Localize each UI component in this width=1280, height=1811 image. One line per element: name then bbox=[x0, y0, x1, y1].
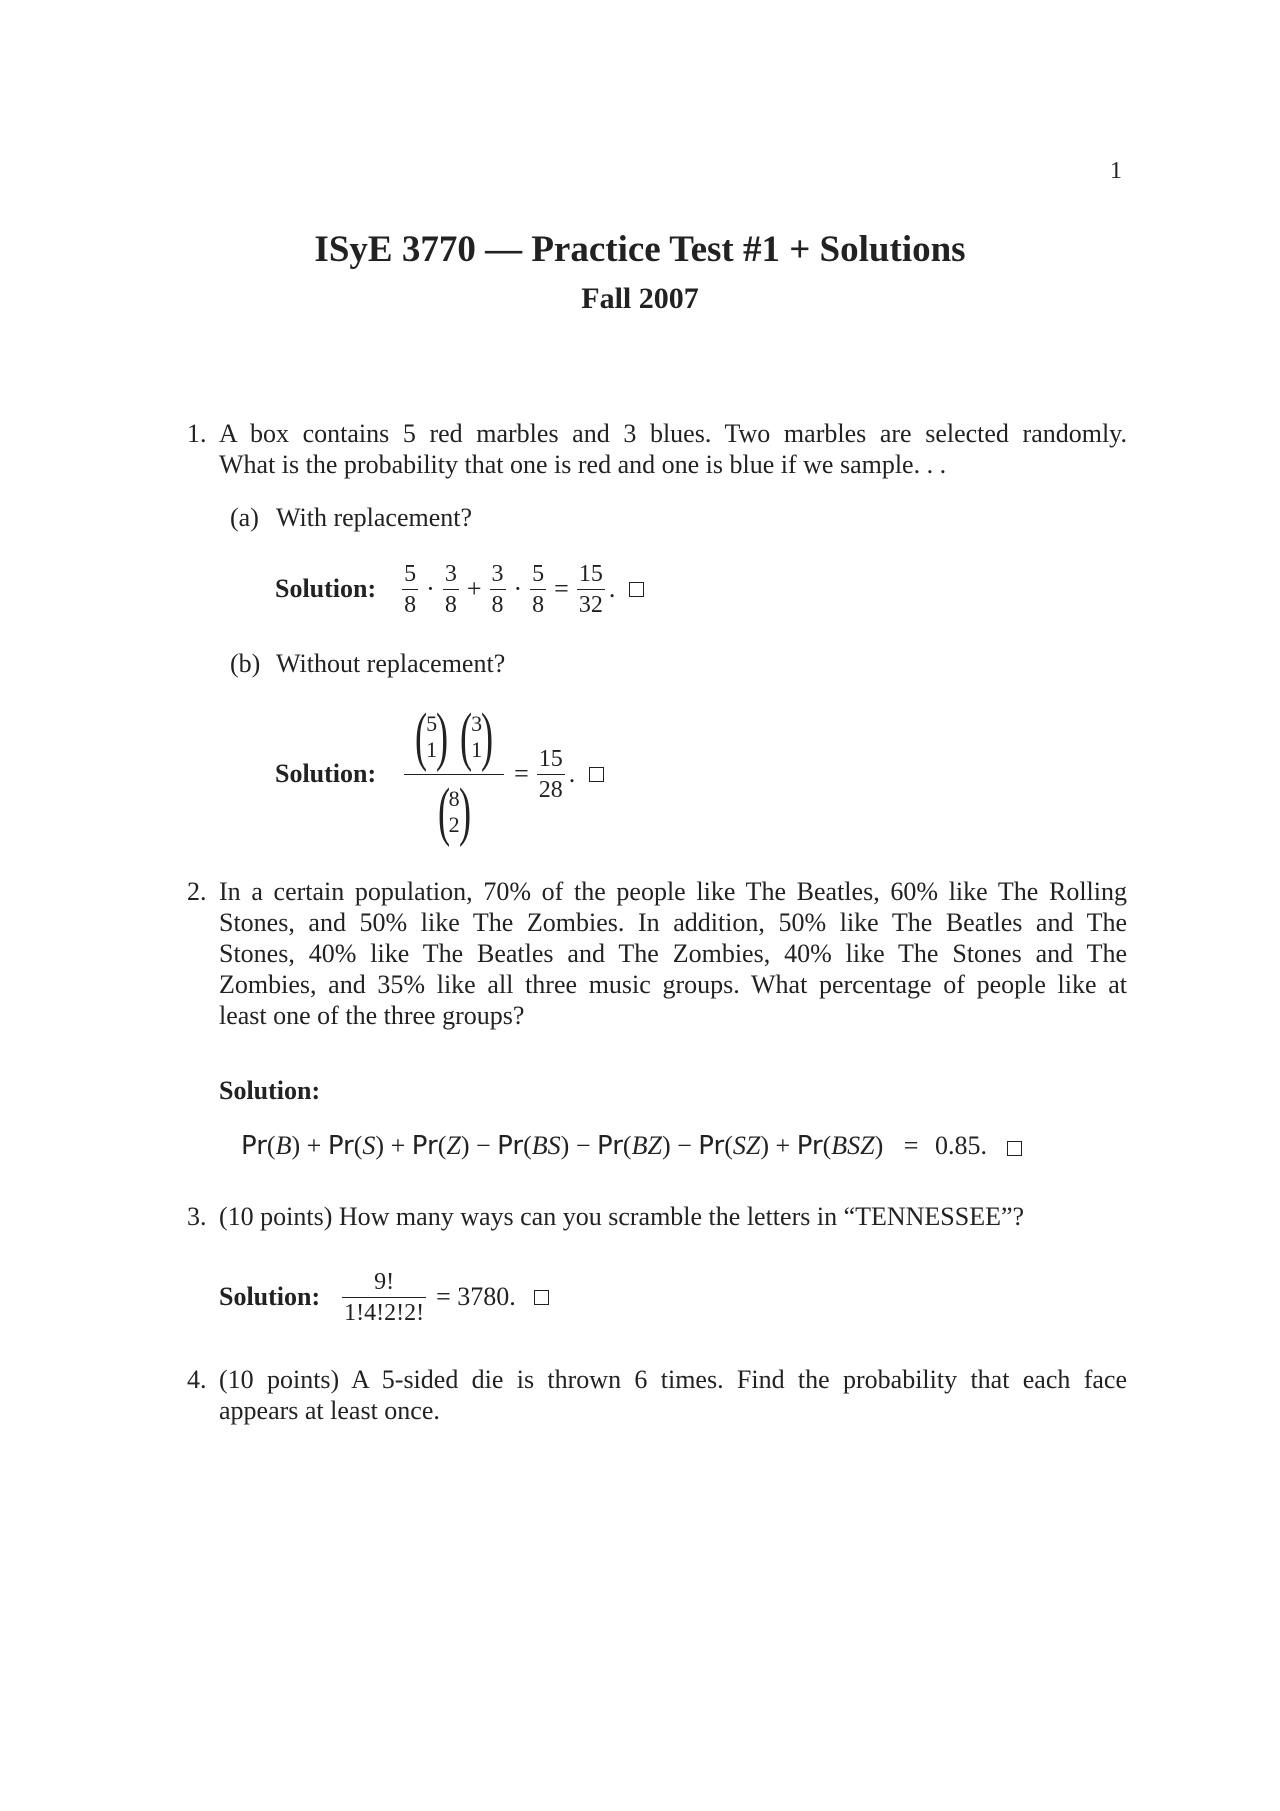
q4-number: 4. bbox=[187, 1365, 207, 1394]
q1b-result-den: 28 bbox=[538, 776, 563, 803]
q1b-period: . bbox=[568, 759, 576, 788]
qed-box-icon bbox=[534, 1290, 549, 1305]
q1a-dot-1: · bbox=[426, 574, 435, 603]
q1a-fraction-2 bbox=[443, 561, 459, 618]
q1a-equals: = bbox=[554, 574, 569, 603]
q2-line-2: Stones, and 50% like The Zombies. In addition, 50% like The Beatles and The bbox=[219, 908, 1127, 937]
q4-line-2: appears at least once. bbox=[219, 1396, 440, 1425]
pr-z: Pr bbox=[411, 1131, 438, 1161]
q1a-frac2-num: 3 bbox=[444, 560, 457, 587]
q1a-dot-2: · bbox=[513, 574, 523, 603]
qed-box-icon bbox=[589, 767, 604, 782]
q1-line-1: A box contains 5 red marbles and 3 blues. Two marbles are selected randomly. bbox=[219, 419, 1127, 448]
q1b-result-fraction bbox=[537, 746, 565, 803]
pr-bz: Pr bbox=[597, 1131, 623, 1161]
q1a-result-num: 15 bbox=[578, 560, 603, 587]
qed-box-icon bbox=[1007, 1141, 1022, 1156]
q1a-frac4-den: 8 bbox=[532, 591, 545, 618]
q1b-binom-numerator bbox=[404, 699, 504, 774]
binom1-k: 1 bbox=[426, 736, 438, 762]
q1b-label: (b) bbox=[230, 649, 261, 678]
q1-number: 1. bbox=[187, 419, 207, 448]
q2-line-1: In a certain population, 70% of the people like The Beatles, 60% like The Rolling bbox=[219, 877, 1127, 906]
binomial-3-choose-1: ( 3 1 ) bbox=[460, 699, 494, 773]
page-subtitle: Fall 2007 bbox=[581, 282, 699, 315]
q1a-frac4-num: 5 bbox=[532, 560, 545, 587]
q2-line-3: Stones, 40% like The Beatles and The Zombies, 40% like The Stones and The bbox=[219, 939, 1127, 968]
q4-text bbox=[219, 1364, 1127, 1426]
binomial-8-choose-2: ( 8 2 ) bbox=[437, 774, 471, 848]
q2-line-4: Zombies, and 35% like all three music groups. What percentage of people like at bbox=[219, 970, 1127, 999]
q1a-frac2-den: 8 bbox=[444, 591, 457, 618]
q3-number: 3. bbox=[187, 1202, 207, 1231]
page-number: 1 bbox=[1110, 158, 1122, 184]
q1a-frac1-num: 5 bbox=[404, 560, 417, 587]
pr-s: Pr bbox=[327, 1131, 354, 1161]
q3-text: (10 points) How many ways can you scramble the letters in “TENNESSEE”? bbox=[219, 1202, 1025, 1231]
q1-line-2: What is the probability that one is red and one is blue if we sample. . . bbox=[219, 450, 947, 479]
q1a-frac3-num: 3 bbox=[491, 560, 504, 587]
pr-bs: Pr bbox=[497, 1131, 524, 1161]
q1b-binom-denominator bbox=[431, 774, 478, 848]
qed-box-icon bbox=[629, 582, 644, 597]
q1b-equals: = bbox=[514, 759, 529, 788]
q2-number: 2. bbox=[187, 877, 207, 906]
binom3-n: 8 bbox=[448, 785, 460, 811]
binomial-5-choose-1: ( 5 1 ) bbox=[415, 699, 449, 773]
q1a-frac1-den: 8 bbox=[404, 591, 417, 618]
q1a-text: With replacement? bbox=[276, 503, 473, 532]
q1a-result-den: 32 bbox=[578, 591, 603, 618]
q1a-plus: + bbox=[466, 574, 482, 603]
q1a-result-fraction bbox=[577, 561, 605, 618]
q1b-binomial-fraction bbox=[404, 699, 504, 848]
pr-bsz: Pr bbox=[796, 1131, 823, 1161]
q4-line-1: (10 points) A 5-sided die is thrown 6 times. Find the probability that each face bbox=[219, 1365, 1127, 1394]
q2-formula: Pr(B) + Pr(S) + Pr(Z) − Pr(BS) − Pr(BZ) − Pr(SZ) + Pr(BSZ) = 0.85. bbox=[241, 1131, 1022, 1161]
q3-fraction bbox=[342, 1269, 426, 1326]
q3-solution bbox=[219, 1262, 549, 1332]
page-title: ISyE 3770 — Practice Test #1 + Solutions bbox=[314, 229, 966, 270]
pr-sz: Pr bbox=[698, 1131, 725, 1161]
q2-text bbox=[219, 876, 1127, 1031]
q1b-text: Without replacement? bbox=[276, 649, 506, 678]
q1a-solution bbox=[275, 554, 644, 624]
binom1-n: 5 bbox=[426, 710, 438, 736]
q1a-label: (a) bbox=[230, 503, 259, 532]
pr-b: Pr bbox=[241, 1131, 267, 1161]
q3-solution-label: Solution: bbox=[219, 1282, 321, 1311]
q2-result: 0.85. bbox=[934, 1131, 987, 1160]
q3-frac-den: 1!4!2!2! bbox=[344, 1299, 425, 1326]
binom2-k: 1 bbox=[471, 736, 483, 762]
q1a-fraction-3 bbox=[490, 561, 506, 618]
q2-solution-label: Solution: bbox=[219, 1076, 321, 1105]
q1a-frac3-den: 8 bbox=[491, 591, 504, 618]
q1b-solution-label: Solution: bbox=[275, 759, 377, 788]
q1-text bbox=[219, 418, 1127, 480]
q1b-solution bbox=[275, 699, 604, 848]
q1a-solution-label: Solution: bbox=[275, 574, 377, 603]
binom3-k: 2 bbox=[448, 811, 460, 837]
q3-frac-num: 9! bbox=[374, 1268, 395, 1295]
q1a-fraction-1 bbox=[402, 561, 418, 618]
q1a-period: . bbox=[608, 574, 616, 603]
q1b-result-num: 15 bbox=[538, 745, 563, 772]
q3-result: = 3780. bbox=[436, 1282, 516, 1311]
q1a-fraction-4 bbox=[530, 561, 546, 618]
binom2-n: 3 bbox=[471, 710, 483, 736]
q2-line-5: least one of the three groups? bbox=[219, 1001, 525, 1030]
